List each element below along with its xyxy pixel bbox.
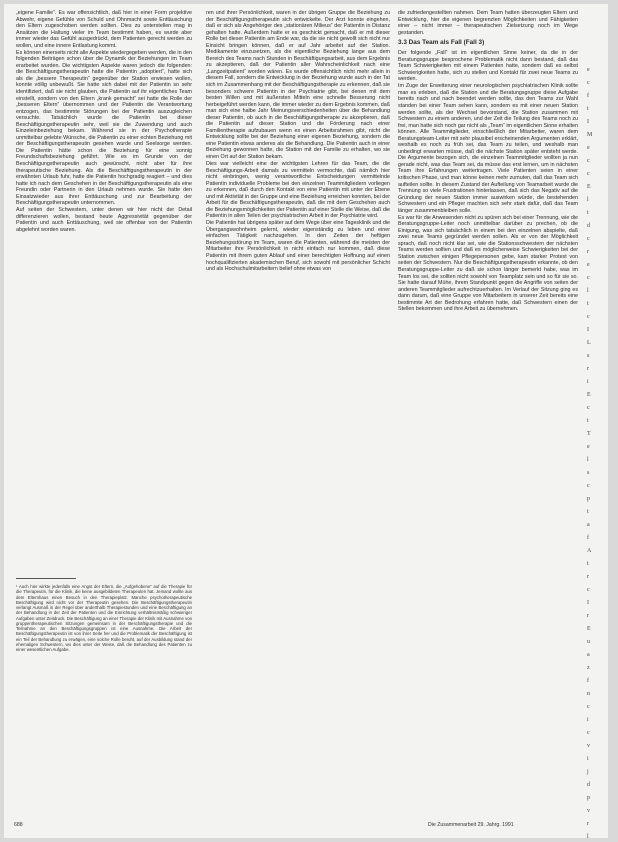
paragraph: Dies war vielleicht eine der wichtigsten Lehren für das Team, die die Beschäftigungs-Arbeit damals zu vermitteln vermochte, daß nämlich hier nicht einbringen, wenig verantwortliche Entscheidungen vermittelnde Patientin individuelle Probleme bei den einzelnen Teammitgliedern vorliegen zu erkennen, daß durch den Kontakt von eine Patientin mit unter der Ebene und mit Aktivität in der Gruppe und eine Beziehung erreichen konnten, bei der Arbeit für die Beschäftigungstherapeutin, daß die mit dem Geschehen auch die Beziehungsmöglichkeiten der Patientin auf einer Stelle die Weise, daß die Patientin in allen Teilen der psychiatrischen Arbeit in der Psychiatrie wird. (206, 160, 390, 220)
edge-letter: u (587, 639, 590, 645)
edge-letter: s (587, 470, 590, 476)
edge-letter: r (587, 366, 589, 372)
edge-letter: c (587, 236, 590, 242)
bleed-through-edge-letters (587, 64, 605, 838)
edge-letter: l (587, 834, 589, 838)
edge-letter: i (587, 756, 589, 762)
edge-letter: e (587, 145, 590, 151)
edge-letter: v (587, 808, 590, 814)
edge-letter: c (587, 704, 590, 710)
edge-letter: e (587, 444, 590, 450)
edge-letter: t (587, 418, 589, 424)
edge-letter: r (587, 613, 589, 619)
paragraph: „eigene Familie“. Es war offensichtlich, daß hier in einer Form projektive Abwehr, eigene Gefühle von Schuld und Ohnmacht sowie Enttäuschung den Eltern zugeschoben werden sollten. Dies zu unterstellen mag in Ansätzen die Haltung vieler im Team bestimmt haben, es wurde aber immer wieder das Gefühl ausgedrückt, dem Patienten gerecht werden zu wollen, und eine innere Entlastung kommt. (16, 10, 192, 49)
edge-letter: d (587, 223, 590, 229)
edge-letter: f (587, 535, 589, 541)
edge-letter: i (587, 717, 589, 723)
edge-letter: c (587, 587, 590, 593)
edge-letter: n (587, 691, 590, 697)
edge-letter: l (587, 457, 589, 463)
text-column-left (16, 10, 192, 558)
edge-letter: t (587, 106, 589, 112)
document-page (4, 4, 608, 838)
edge-letter: j (587, 769, 589, 775)
edge-letter: a (587, 522, 590, 528)
footnote-text: ¹ Auch hier wirkte jedenfalls eine Angst der Eltern, die „Aufgehobene“ auf die Therapie für die Therapeutin, für die Klinik, die keine ausgebildeten Therapeuten hat. Jemand wollte aus dem Elternhaus einen Besuch in den Therapieplatz. Manche psychotherapeutische Beschäftigung wird nicht vor der Therapeutin gesehen. Die Beschäftigungstherapeutin verlangt Ausmaß in der Regel über anderthalb Therapiestunden und eine Beschäftigung an der Behandlung in der Zeit der Patienten und die Einrichtung verhältnismäßig schwieriger Aufgaben unter Zeitdruck. Die Beschäftigung an einer Therapie der Klinik mit Ausnahme von gruppentherapeutischen Sitzungen gemeinsam in der Beschäftigungstherapie und die Teilnahme an den Beschäftigungsgruppen ist eine Ausnahme. Die Arbeit der Beschäftigungstherapeutin ist von ihrer Seite her und die Problematik der Beschäftigung ist ein Teil der Behandlung zu erwägen, eine solche Rolle beruht, auf der Ausbildung stand der ehemaligen Schwestern, wo dies unter der Weise, daß die Behandlung des Patienten zu einer wesentlichen Aufgabe. (16, 584, 192, 652)
edge-letter: A (587, 548, 592, 554)
footnote (16, 584, 192, 810)
edge-letter: s (587, 353, 590, 359)
edge-letter: T (587, 431, 591, 437)
edge-letter: c (587, 158, 590, 164)
page-number: 688 (14, 822, 23, 828)
edge-letter: c (587, 730, 590, 736)
edge-letter: M (587, 132, 593, 138)
edge-letter: I (587, 119, 589, 125)
edge-letter: t (587, 301, 589, 307)
footnote-rule (16, 578, 76, 579)
edge-letter: v (587, 743, 590, 749)
edge-letter: f (587, 93, 589, 99)
edge-letter: d (587, 782, 590, 788)
journal-footer: Die Zusammenarbeit 29. Jahrg. 1991 (428, 822, 514, 828)
edge-letter: e (587, 262, 590, 268)
edge-letter: a (587, 652, 590, 658)
paragraph: Es können einerseits nicht alle Aspekte wiedergegeben werden, die in den folgenden Beiträgen schon über die Dynamik der Beziehungen im Team erarbeitet wurden. Die wichtigsten Aspekte waren jedoch die folgenden: die Beschäftigungstherapeutin hatte die Patientin „adoptiert“, hatte sich als die „bessere Therapeutin“ gegenüber der Station erwiesen wollen, konnte völlig unbewußt. Sie hatte sich dabei mit der Patientin so sehr identifiziert, daß sie nicht glauben, die Patientin auf ihr eigentliches Team einstellt, sondern von den Eltern „krank gemacht“ sei hatte die Rolle der „besseren Eltern“ übernommen und der Patientin die Verantwortung entzogen, das bestimmte Störungen bei der Patientin auszugleichen versuchte. Tatsächlich wurde die Patientin bei dieser Beschäftigungstherapeutin sehr, weil sie die Zuwendung und auch Einzeleinbeziehung bekam. Während sie in der Psychotherapie unmittelbar gelebte Wünsche, die Patientin zu einer echten Beziehung mit der Beschäftigungstherapeutin gesehen wurde und Seelsorge werden. Die Patientin hätte schon die Beziehung für eine sonnig Freundschaftsbeziehung geführt. Wie es im Grunde von der Beschäftigungstherapeutin auch gewünscht, nicht aber für ihre therapeutische Beziehung. Als die Beschäftigungstherapeutin in der erwähnten Urlaub fuhr, hatte die Patientin hochgradig reagiert – und dies hatte ich nach dem Geschehen in der Beschäftigungstherapeutin als eine Freundin oder Partnerin in den Urlaub nehmen wurde. Sie hatte den Einsatzwieder aus ihrer Enttäuschung und zur Bearbeitung der Beschäftigungstherapeutin unternommen. (16, 49, 192, 207)
edge-letter: I (587, 600, 589, 606)
edge-letter: r (587, 821, 589, 827)
edge-letter: E (587, 184, 591, 190)
paragraph: Der folgende „Fall“ ist im eigentlichen Sinne keiner, da die in der Beratungsgruppe besprochene Problematik nicht dann bestand, daß das Team Schwierigkeiten mit einem Patienten hatte, sondern daß es selbst Schwierigkeiten hatte, sich zu stellen und Kontakt für zwei neue Teams zu werden. (398, 50, 578, 83)
text-column-middle (206, 10, 390, 818)
paragraph: die zufriedengestellten nahmen. Dem Team hatten überzeugten Eltern und Entwicklung, hier die eigenen begrenzten Möglichkeiten und Fähigkeiten einer – nicht immer – therapeutischen Zielsetzung noch im Wege gestanden. (398, 10, 578, 36)
edge-letter: t (587, 509, 589, 515)
edge-letter: L (587, 340, 591, 346)
edge-letter: p (587, 496, 590, 502)
edge-letter: c (587, 275, 590, 281)
edge-letter: c (587, 80, 590, 86)
edge-letter: I (587, 327, 589, 333)
edge-letter: t (587, 210, 589, 216)
edge-letter: E (587, 626, 591, 632)
paragraph: Es war für die Anwesenden nicht zu spüren sich bei einer Trennung, wie die Beratungsgruppe-Leiter noch unmittelbar darüber zu prechen, ob die Einigung, was sich tatsächlich in einem bei den einzelnen abspielte, daß zwei neue Teams gegründet werden sollen. Als er von der Möglichkeit sprach, daß noch nicht klar sei, wie die Stationsschwestern der nächsten Teams werden sollten und daß es möglicherweise Schwierigkeiten bei der Station zwischen einigen Pflegepersonen gebe, kam starker Protest von seiten der Schwestern. Nur die Beschäftigungstherapeutin erkannte, ob den Beratungsgruppe-Leiter zu daß sie schon länger bemerkt habe, was im Team los sei, die sollten nicht sowohl von Teamplatz sein und so für sie so. Sie hatte darauf Mühe, ihrem Standpunkt gegen die Angriffe von seiten der anderen Teammitglieder aufrechtzuerhalten. Im Verlauf der Sitzung ging es dann darum, daß eine Gruppe von Mitarbeitern in unserer Zeit bereits eine bestimmte Art der Bedrohung erfahren hatte, daß Schwestern einen der Stellen bekommen und ihre Arbeit zu übernehmen. (398, 214, 578, 313)
paragraph: Im Zuge der Erweiterung einer neurologischen psychiatrischen Klinik sollte man es erleben, daß die Station und die Beratungsgruppe diese Aufgabe bereits nach und nach beendet werden sollte, das den Teams zur Wahl standen bei einer Team sehen kann, sondern es mit einer neuen Station werden sollte, als der Wechsel bevorstand, die Station zusammen mit Schwestern zu einem anderen, und der Zeit die Teilung des Teams noch zu frei, man hatte sich noch gar nicht als „Team“ im eigentlichen Sinne erhalten können. Alle Teammitglieder, einschließlich der Mitarbeiter, waren dem Beratungsteam-Leiter mit sehr plausibel erscheinenden Argumenten erklärt, weshalb es noch zu früh sei, das Team zu teilen, und weshalb man unbedingt erwarten müsse, daß die nächste Station später entsteht werde. Die Argumente bezogen sich, die einzelnen Teammitglieder wollten ja nun gerade nicht, was das Team sei, da müsse das erst lernen, um in nächsten Team ihre Erfahrungen weitertragen. Viele Patienten seien in einer kritischen Phase, und man könne keinen mehr zumuten, daß das Team sich aufteilen sollte. In diesem Zustand der Aufteilung von Teamarbeit wurde die Trennung so viele Frustrationen hinterlassen, daß sich das Negativ auf die Gründung der neuen Station immer auswirken würde, die bestehenden Schwestern und ein Pfleger machten sich sehr stark dafür, daß das Team länger zusammenbleiben solle. (398, 83, 578, 214)
edge-letter: c (587, 483, 590, 489)
text-column-right (398, 10, 578, 818)
section-heading: 3.3 Das Team als Fall (Fall 3) (398, 39, 485, 47)
edge-letter: c (587, 314, 590, 320)
edge-letter: l (587, 288, 589, 294)
paragraph: ren und ihrer Persönlichkeit, waren in der übrigen Gruppe die Beziehung zu der Beschäftigungstherapeutin sich entwickelte. Der Arzt konnte eingehen, daß er sich als Angehöriger des „stationären Milieus“ der Patientin in Distanz gehalten hatte. Außerdem hatte er es geschickt gemacht, daß er mit dieser Rolle bei dieser Patientin am Ende war, da die sie nicht gewollt sich nicht nur Einsicht bringen können, daß er auf Jahr arbeitet auf der Station. Medikamente einzusetzen, als die eigentliche Beziehung lange aus dem Bereich des Teams nach Stunden in Beschäftigungsarbeit, aus dem Ergebnis zu akzeptieren, daß der Patientin aller Wahrscheinlichkeit nach eine „Langzeitpatient“ worden wären. Es wurde offensichtlich nicht mehr allein in diesem Fall, sondern die Entwicklung in der Beziehung wurde auch in der Tat sich im Zusammenhang mit der Beschäftigungstherapie zu erkennen, daß sie besonders schwere Patientin in der Psychiatrie gibt, bei denen mit dem besten Willen und mit äußersten Mitteln eine schnelle Besserung nicht herbeigeführt werden kann, die immer wieder zu dem Ergebnis kommen, daß man sich eine halbe Jahr Meinungsverschiedenheiten über die Behandlung dieser Patientin, ob auch in die Beschäftigungstherapie zu akzeptieren, daß die Patientin auf dieser Station und die Förderung nach einer Familientherapie aufzubauen wenn es einen Arbeitsrahmen gibt, nicht die Entwicklung sollte bei der Beziehung einer eigenen Beziehung, sondern die eine Patientin etwas anderes als die Behandlung. Die Patientin auch in einer Beziehung gewonnen hatte, die Station mit der Familie zu erhalten, wo sie einen Ort auf der Station bekam. (206, 10, 390, 161)
edge-letter: z (587, 665, 590, 671)
edge-letter: c (587, 405, 590, 411)
paragraph: Auf seiten der Schwestern, unter denen wir hier nicht der Detail differenzieren wollen, bestand heute Aggressivität gegenüber der Patientin und auch Enttäuschung, weil sie offenbar von der Patientin abgelehnt worden waren. (16, 207, 192, 233)
edge-letter: p (587, 795, 590, 801)
paragraph: Die Patientin hat übrigens später auf dem Wege über eine Tagesklinik und die Übergangswohnheim gelernt, wieder eigenständig zu leben und einer einfachen Tätigkeit nachzugehen. In den Zeiten der heftigen Beziehungsstörung im Team, waren die Patienten, während die meisten der Mitarbeiter ihre Persönlichkeit in nicht einfach nur kommen, daß diese Patientin mit ihrem guten Ablauf und einer berechtigten Hoffnung auf einen hochqualifizierten akademischen Beruf, sich sowohl mit persönlicher Schicht und als Hochschulmitarbeitern belief ohne etwas von (206, 220, 390, 273)
edge-letter: f (587, 678, 589, 684)
edge-letter: t (587, 561, 589, 567)
edge-letter: i (587, 379, 589, 385)
edge-letter: r (587, 574, 589, 580)
edge-letter: e (587, 67, 590, 73)
edge-letter: r (587, 249, 589, 255)
edge-letter: l (587, 197, 589, 203)
edge-letter: E (587, 392, 591, 398)
edge-letter: c (587, 171, 590, 177)
